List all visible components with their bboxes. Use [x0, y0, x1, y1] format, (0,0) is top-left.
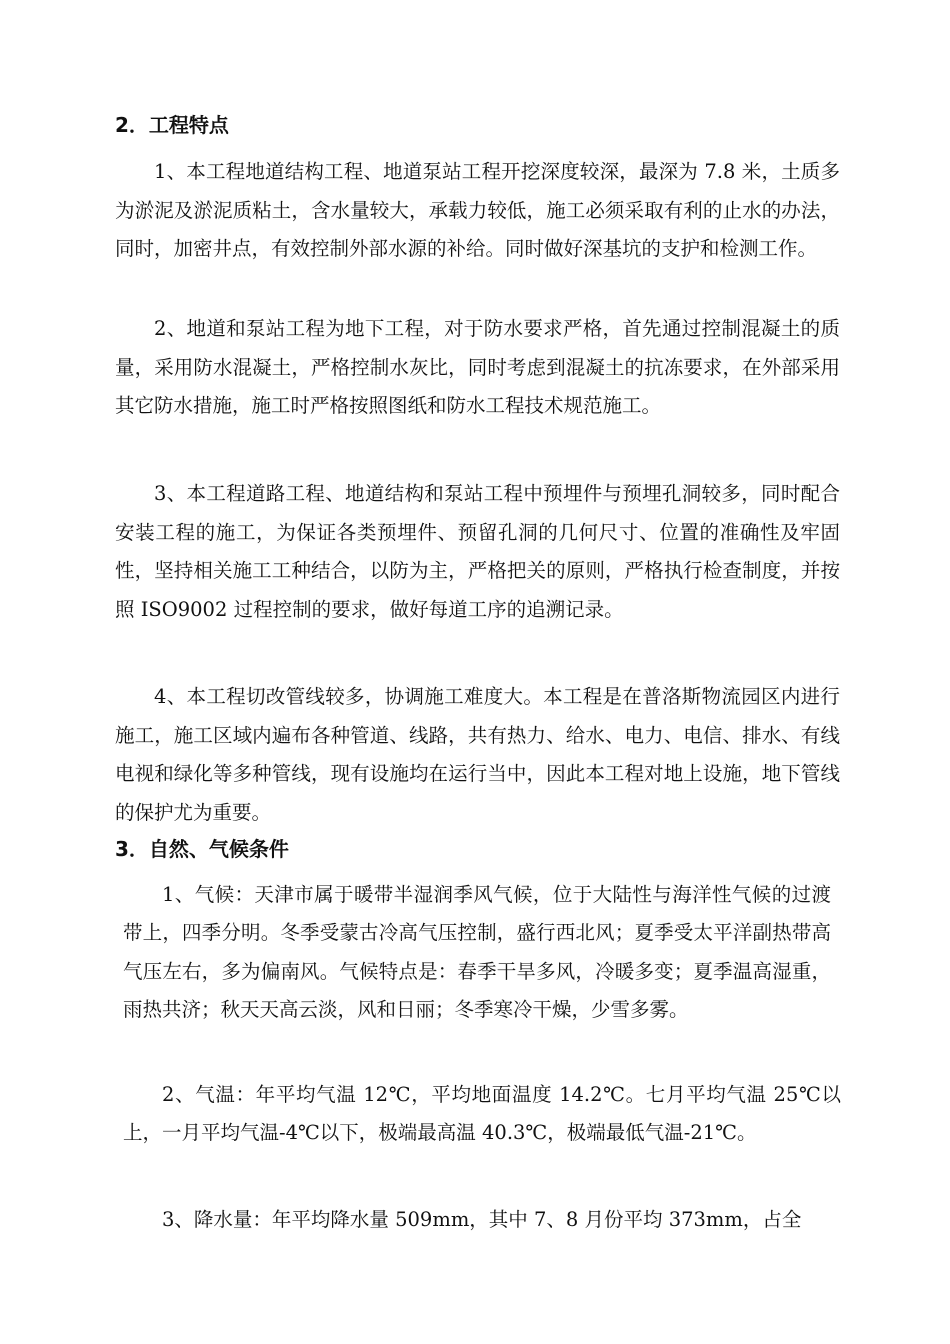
paragraph-features-4: 4、本工程切改管线较多，协调施工难度大。本工程是在普洛斯物流园区内进行施工，施工区域内遍布各种管道、线路，共有热力、给水、电力、电信、排水、有线电视和绿化等多种管线，现有设施均在运行当中，因此本工程对地上设施，地下管线的保护尤为重要。 [115, 685, 840, 825]
section-heading-project-features: 2．工程特点 [115, 113, 229, 137]
paragraph-features-3: 3、本工程道路工程、地道结构和泵站工程中预埋件与预埋孔洞较多，同时配合安装工程的施工，为保证各类预埋件、预留孔洞的几何尺寸、位置的准确性及牢固性，坚持相关施工工种结合，以防为主，严格把关的原则，严格执行检查制度，并按照 ISO9002 过程控制的要求，做好每道工序的追溯记录。 [115, 482, 840, 622]
paragraph-features-1: 1、本工程地道结构工程、地道泵站工程开挖深度较深，最深为 7.8 米，土质多为淤泥及淤泥质粘土，含水量较大，承载力较低，施工必须采取有利的止水的办法，同时，加密井点，有效控制外部水源的补给。同时做好深基坑的支护和检测工作。 [115, 160, 840, 261]
paragraph-climate-1: 1、气候：天津市属于暖带半湿润季风气候，位于大陆性与海洋性气候的过渡带上，四季分明。冬季受蒙古冷高气压控制，盛行西北风；夏季受太平洋副热带高气压左右，多为偏南风。气候特点是：春季干旱多风，冷暖多变；夏季温高湿重，雨热共济；秋天天高云淡，风和日丽；冬季寒冷干燥，少雪多雾。 [123, 883, 831, 1022]
paragraph-climate-2: 2、气温：年平均气温 12℃，平均地面温度 14.2℃。七月平均气温 25℃以上，一月平均气温-4℃以下，极端最高温 40.3℃，极端最低气温-21℃。 [123, 1083, 841, 1145]
section-heading-natural-climate: 3．自然、气候条件 [115, 837, 289, 861]
paragraph-climate-3: 3、降水量：年平均降水量 509mm，其中 7、8 月份平均 373mm，占全 [162, 1208, 802, 1231]
paragraph-features-2: 2、地道和泵站工程为地下工程，对于防水要求严格，首先通过控制混凝土的质量，采用防水混凝土，严格控制水灰比，同时考虑到混凝土的抗冻要求，在外部采用其它防水措施，施工时严格按照图纸和防水工程技术规范施工。 [115, 317, 840, 418]
